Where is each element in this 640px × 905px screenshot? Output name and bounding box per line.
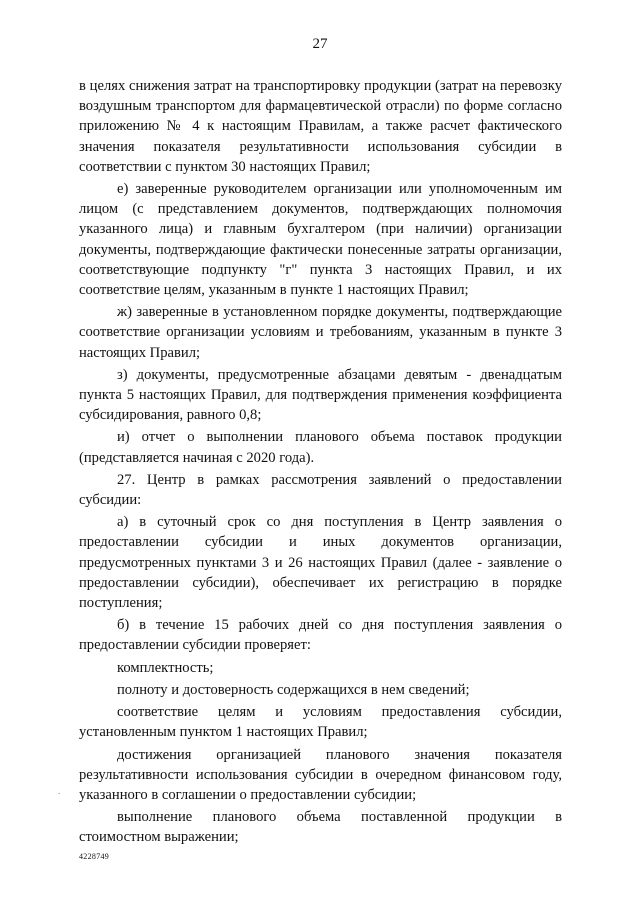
page-number: 27 — [312, 36, 328, 52]
document-id: 4228749 — [79, 852, 110, 861]
paragraph-item-b: б) в течение 15 рабочих дней со дня поступления заявления о предоставлении субсидии проверяет: — [79, 617, 562, 654]
check-item-achievement: достижения организацией планового значения показателя результативности использования субсидии в очередном финансовом году, указанного в соглашении о предоставлении субсидии; — [79, 746, 562, 803]
check-item-accuracy: полноту и достоверность содержащихся в нем сведений; — [117, 681, 470, 698]
paragraph-continued: в целях снижения затрат на транспортировку продукции (затрат на перевозку воздушным транспортом для фармацевтической отрасли) по форме согласно приложению № 4 к настоящим Правилам, а также расчет фактического значения показателя результативности использования субсидии в соответствии с пунктом 30 настоящих Правил; — [79, 78, 562, 175]
margin-mark: . — [58, 786, 61, 796]
paragraph-item-z: з) документы, предусмотренные абзацами девятым - двенадцатым пункта 5 настоящих Правил, для подтверждения применения коэффициента субсидирования, равного 0,8; — [79, 366, 562, 424]
paragraph-item-zh: ж) заверенные в установленном порядке документы, подтверждающие соответствие организации условиям и требованиям, указанным в пункте 3 настоящих Правил; — [79, 304, 562, 361]
paragraph-item-e: е) заверенные руководителем организации или уполномоченным им лицом (с представлением документов, подтверждающих полномочия указанного лица) и главным бухгалтером (при наличии) организации документы, подтверждающие фактически понесенные затраты организации, соответствующие подпункту "г" пункта 3 настоящих Правил, и их соответствие целям, указанным в пункте 1 настоящих Правил; — [79, 181, 562, 299]
paragraph-item-a: а) в суточный срок со дня поступления в Центр заявления о предоставлении субсидии и иных документов организации, предусмотренных пунктами 3 и 26 настоящих Правил (далее - заявление о предоставлении субсидии), обеспечивает их регистрацию в порядке поступления; — [79, 514, 562, 612]
document-body — [79, 76, 562, 848]
paragraph-clause-27: 27. Центр в рамках рассмотрения заявлений о предоставлении субсидии: — [79, 471, 562, 509]
check-item-completeness: комплектность; — [117, 659, 214, 676]
check-item-compliance: соответствие целям и условиям предоставления субсидии, установленным пунктом 1 настоящих Правил; — [79, 704, 562, 741]
paragraph-item-i: и) отчет о выполнении планового объема поставок продукции (представляется начиная с 2020 года). — [79, 429, 562, 466]
check-item-volume: выполнение планового объема поставленной продукции в стоимостном выражении; — [79, 809, 562, 846]
